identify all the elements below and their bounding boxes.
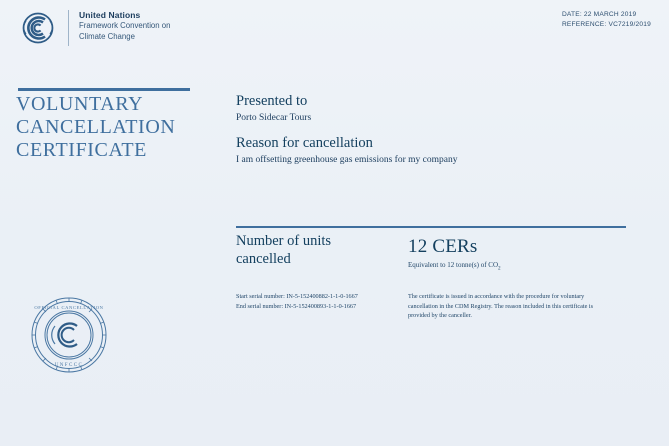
- header-divider: [68, 10, 69, 46]
- units-equivalent: [408, 260, 628, 274]
- organization-subtitle-line1: Framework Convention on: [79, 21, 171, 30]
- certificate-date: DATE: 22 MARCH 2019: [561, 11, 637, 18]
- svg-text:UNFCCC: UNFCCC: [54, 363, 84, 368]
- co2-subscript: 2: [498, 265, 501, 272]
- certificate-meta: [562, 10, 651, 30]
- organization-name-block: [79, 8, 170, 42]
- unfccc-official-seal-icon: [30, 296, 108, 374]
- organization-subtitle-line2: Climate Change: [79, 31, 135, 41]
- units-heading-line1: Number of units: [236, 233, 332, 249]
- reason-text: I am offsetting greenhouse gas emissions for my company: [236, 155, 458, 165]
- units-heading: [236, 232, 386, 268]
- certificate-header: [18, 8, 170, 48]
- unfccc-globe-laurel-logo-icon: [18, 8, 58, 48]
- section-divider: [236, 226, 626, 228]
- recipient-name: Porto Sidecar Tours: [236, 113, 312, 123]
- certificate-reference: REFERENCE: VC7219/2019: [561, 21, 651, 28]
- page-title-line3: CERTIFICATE: [16, 139, 147, 161]
- serial-end: End serial number: IN-5-152400893-1-1-0-1667: [236, 302, 357, 310]
- units-equivalent-text: Equivalent to 12 tonne(s) of CO: [408, 261, 499, 269]
- units-heading-line2: cancelled: [236, 251, 291, 267]
- svg-text:OFFICIAL CANCELLATION: OFFICIAL CANCELLATION: [34, 305, 104, 310]
- units-amount: 12 CERs: [408, 236, 478, 257]
- page-title-line2: CANCELLATION: [16, 116, 176, 138]
- serial-numbers: [236, 292, 396, 311]
- reason-section: [236, 134, 566, 167]
- presented-to-heading: Presented to: [236, 93, 308, 109]
- units-value-block: [408, 236, 628, 274]
- legal-note: The certificate is issued in accordance with the procedure for voluntary cancellation in the CDM Registry. The reason included in this certificate is provided by the canceller.: [408, 293, 594, 319]
- page-title-line1: VOLUNTARY: [16, 93, 144, 115]
- title-rule: [18, 88, 190, 91]
- page-title: [16, 93, 226, 162]
- presented-section: [236, 92, 566, 167]
- reason-heading: Reason for cancellation: [236, 135, 373, 151]
- serial-start: Start serial number: IN-5-152400882-1-1-0-1667: [236, 293, 358, 300]
- organization-name: United Nations: [79, 10, 141, 20]
